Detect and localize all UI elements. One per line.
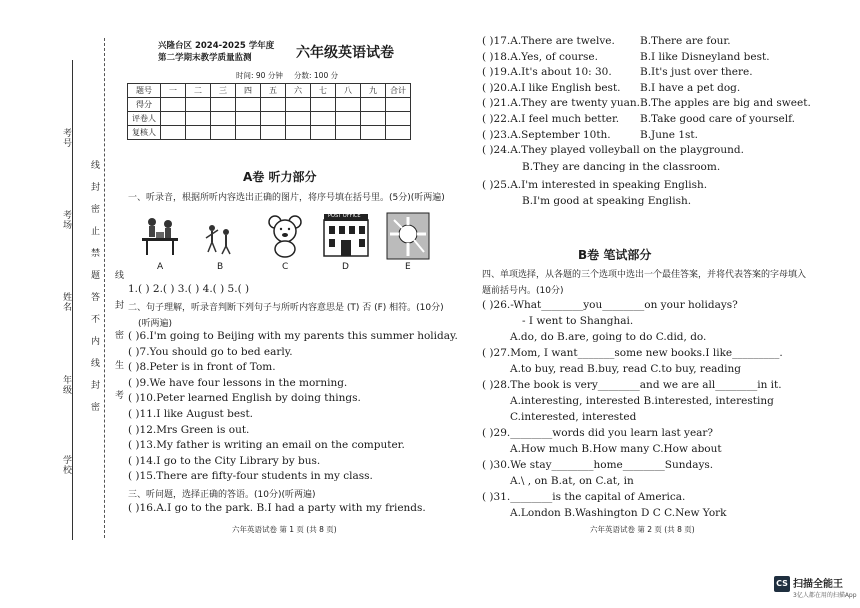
list-item: ( )7.You should go to bed early. [128,345,293,358]
question-28: ( )28.The book is very________and we are all________in it. [482,379,782,391]
list-item: ( )11.I like August best. [128,408,254,420]
list-item: ( )19.A.It's about 10: 30. [482,66,612,79]
score-table [127,83,411,140]
name-label: 姓名 [61,292,71,312]
question-25-option-b: B.I'm good at speaking English. [522,195,692,207]
section-b-title: B卷 笔试部分 [578,248,652,262]
list-item: ( )17.A.There are twelve. [482,35,615,47]
option-b: B.There are four. [640,35,731,47]
exam-number-label: 考号 [61,128,71,148]
score-table-row: 复核人 [128,126,411,140]
picture-e-label: E [405,262,411,272]
option-b: B.I have a pet dog. [640,81,741,94]
binding-dashed-line [104,38,105,538]
exam-room-label: 考场 [61,210,71,230]
picture-b-label: B [217,262,224,272]
list-item: ( )18.A.Yes, of course. [482,50,598,63]
option-b: B.It's just over there. [640,66,753,79]
score-table-header: 题号 一 二 三 四 五 六 七 八 九 合计 [128,84,411,98]
question-26: ( )26.-What________you________on your holidays? [482,299,738,311]
camscanner-logo: CS [774,576,790,592]
grade-label: 年级 [61,375,71,395]
score-table-row: 得分 [128,98,411,112]
list-item: ( )20.A.I like English best. [482,81,621,94]
list-item: ( )9.We have four lessons in the morning. [128,376,348,389]
picture-b-icon [204,222,234,258]
exam-title: 六年级英语试卷 [296,45,394,61]
picture-c-label: C [282,262,289,272]
question-29: ( )29.________words did you learn last year? [482,427,714,439]
list-item: ( )12.Mrs Green is out. [128,423,250,436]
question-25: ( )25.A.I'm interested in speaking English. [482,179,708,191]
part2-instructions: 二、句子理解，听录音判断下列句子与所听内容意思是 (T) 否 (F) 相符。(10分) [128,303,444,313]
question-30: ( )30.We stay________home________Sundays. [482,459,714,471]
page-footer-2: 六年英语试卷 第 2 页 (共 8 页) [590,525,695,534]
question-31-options: A.London B.Washington D C C.New York [510,507,727,519]
page-footer-1: 六年英语试卷 第 1 页 (共 8 页) [232,525,337,534]
list-item: ( )15.There are fifty-four students in my class. [128,470,373,483]
part2-instructions-cont: (听两遍) [138,319,173,329]
option-b: B.June 1st. [640,128,698,141]
list-item: ( )14.I go to the City Library by bus. [128,454,321,467]
district-line: 兴隆台区 2024-2025 学年度 [158,41,275,51]
list-item: ( )10.Peter learned English by doing things. [128,392,361,405]
teddy-bear-icon [266,214,304,258]
post-office-sign: POST OFFICE [328,213,361,219]
part1-instructions: 一、听录音，根据所听内容选出正确的图片，将序号填在括号里。(5分)(听两遍) [128,193,445,203]
list-item: ( )21.A.They are twenty yuan. [482,97,640,110]
question-26-options: A.do, do B.are, going to do C.did, do. [510,331,707,343]
list-item: ( )8.Peter is in front of Tom. [128,361,276,374]
part4-instructions: 四、单项选择，从各题的三个选项中选出一个最佳答案，并将代表答案的字母填入 [482,270,807,280]
list-item: ( )23.A.September 10th. [482,128,611,141]
time-label: 时间: 90 分钟 [236,71,283,80]
question-29-options: A.How much B.How many C.How about [510,443,722,455]
school-label: 学校 [61,455,71,475]
list-item: ( )13.My father is writing an email on the computer. [128,439,405,452]
picture-d-label: D [342,262,349,272]
list-item: ( )22.A.I feel much better. [482,113,620,125]
question-27-options: A.to buy, read B.buy, read C.to buy, reading [510,363,741,375]
option-b: B.Take good care of yourself. [640,113,795,125]
question-24-option-b: B.They are dancing in the classroom. [522,161,721,173]
question-16: ( )16.A.I go to the park. B.I had a party with my friends. [128,502,426,514]
camscanner-tagline: 3亿人都在用的扫描App [793,592,857,599]
question-26-answer: - I went to Shanghai. [522,315,634,327]
picture-a-icon [138,212,184,260]
question-30-options: A.\ , on B.at, on C.at, in [510,475,634,487]
camscanner-name: 扫描全能王 [793,579,843,590]
question-24: ( )24.A.They played volleyball on the playground. [482,144,744,157]
part3-instructions: 三、听问题，选择正确的答语。(10分)(听两遍) [128,490,316,500]
term-line: 第二学期末教学质量监测 [158,53,252,63]
question-31: ( )31.________is the capital of America. [482,491,686,503]
score-label: 分数: 100 分 [294,71,339,80]
list-item: ( )6.I'm going to Beijing with my parents this summer holiday. [128,330,458,342]
question-28-options-cont: C.interested, interested [510,411,637,423]
part4-instructions-cont: 题前括号内。(10分) [482,286,564,296]
picture-e-icon [386,212,430,260]
section-a-title: A卷 听力部分 [243,170,317,184]
question-28-options: A.interesting, interested B.interested, interesting [510,395,774,407]
score-table-row: 评卷人 [128,112,411,126]
question-27: ( )27.Mom, I want_______some new books.I like_________. [482,347,783,359]
option-b: B.The apples are big and sweet. [640,97,811,110]
picture-a-label: A [157,262,164,272]
option-b: B.I like Disneyland best. [640,50,770,63]
part1-answer-row: 1.( ) 2.( ) 3.( ) 4.( ) 5.( ) [128,283,250,295]
